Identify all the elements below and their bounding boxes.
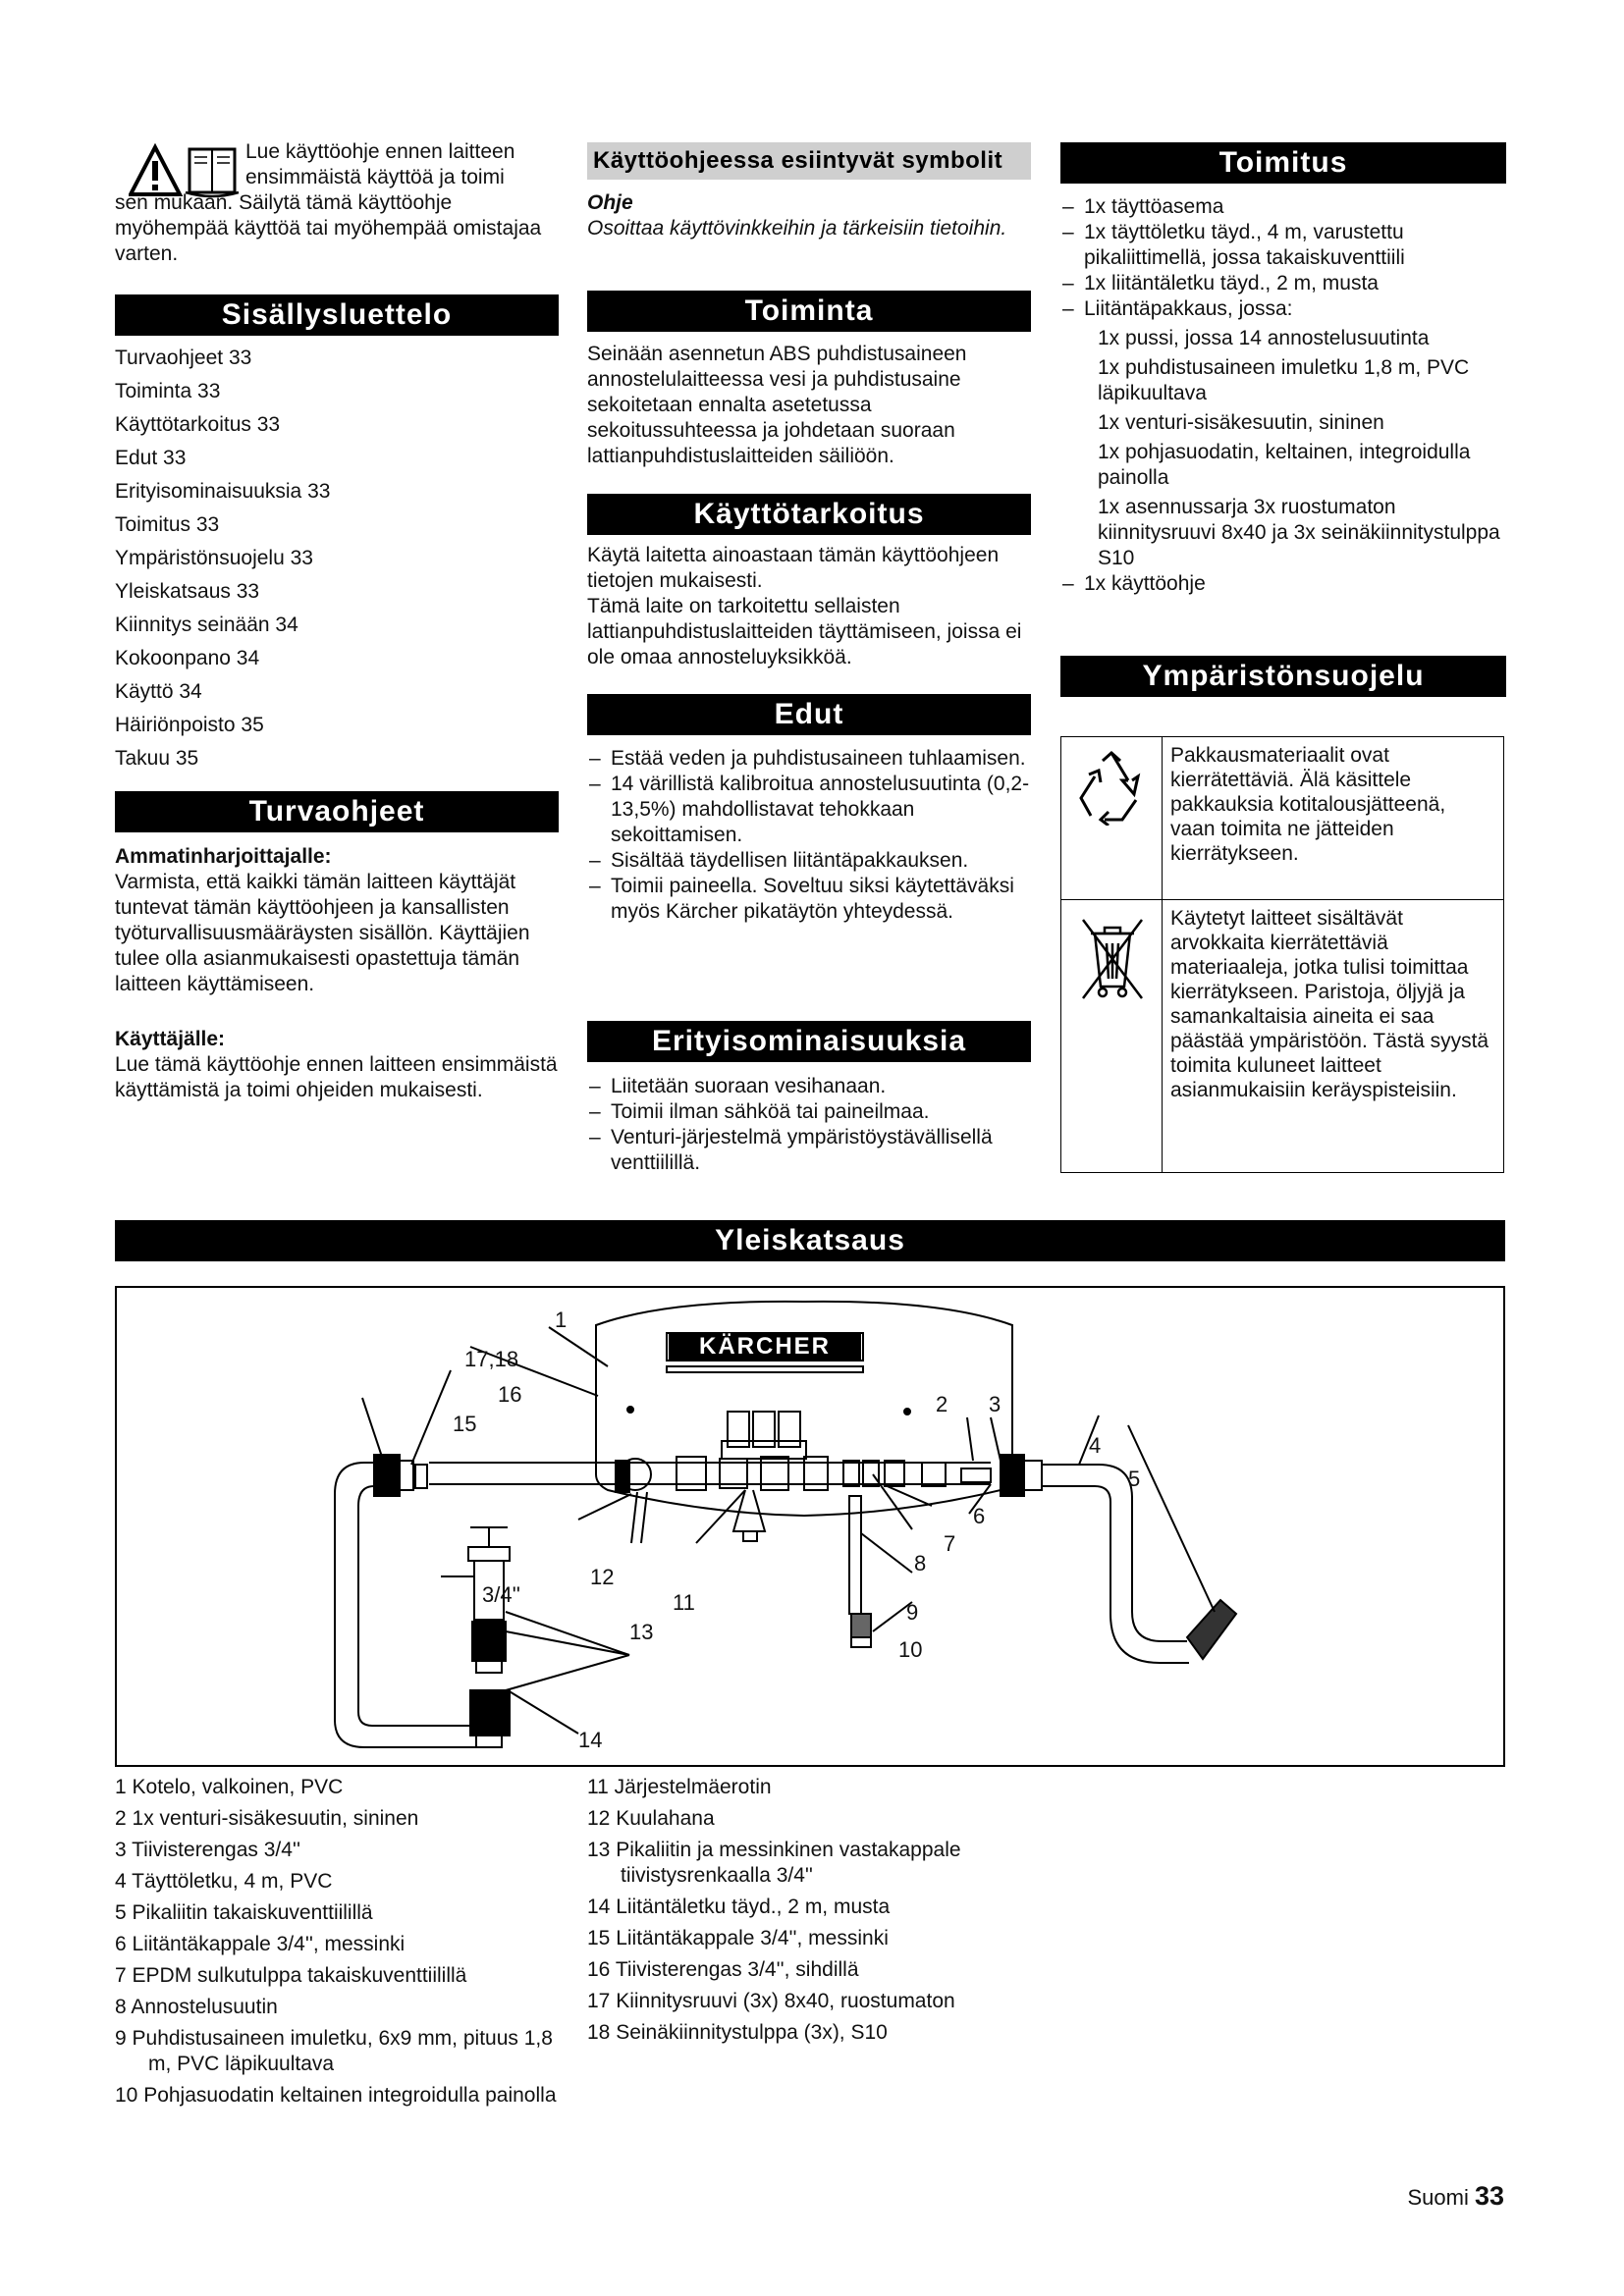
legend-item: 1 Kotelo, valkoinen, PVC	[115, 1776, 344, 1798]
list-item: – 1x täyttöletku täyd., 4 m, varustettu pikaliittimellä, jossa takaiskuventtiili	[1060, 220, 1506, 271]
callout-16: 16	[498, 1382, 522, 1407]
legend-item: 6 Liitäntäkappale 3/4'', messinki	[115, 1933, 406, 1955]
brand-label: KÄRCHER	[669, 1333, 861, 1361]
toc-item[interactable]: Erityisominaisuuksia 33	[115, 480, 331, 503]
list-item: – Liitetään suoraan vesihanaan.	[587, 1074, 1031, 1099]
overview-figure	[115, 1286, 1505, 1767]
delivery-header: Toimitus	[1060, 142, 1506, 184]
toc-item[interactable]: Toiminta 33	[115, 380, 221, 402]
callout-2: 2	[936, 1392, 948, 1416]
size-label: 3/4''	[482, 1582, 520, 1607]
callout-8: 8	[914, 1551, 927, 1575]
legend-item: 5 Pikaliitin takaiskuventtiilillä	[115, 1901, 373, 1924]
delivery-list	[1060, 194, 1506, 322]
intro-line2: ensimmäistä käyttöä ja toimi	[245, 166, 505, 188]
environment-table	[1060, 736, 1504, 1173]
bin-icon-cell	[1061, 900, 1163, 1173]
safety-text1: Varmista, että kaikki tämän laitteen käyttäjät tuntevat tämän käyttöohjeen ja kansallisten työturvallisuusmääräysten sisällön. Käyttäjien tulee olla asianmukaisesti opastettuja tämän laitteen käyttämiseen.	[115, 871, 530, 995]
list-item: – 1x täyttöasema	[1060, 194, 1506, 220]
legend-item: 7 EPDM sulkutulppa takaiskuventtiilillä	[115, 1964, 467, 1987]
toc-item[interactable]: Toimitus 33	[115, 513, 220, 536]
callout-10: 10	[898, 1637, 923, 1662]
function-header: Toiminta	[587, 291, 1031, 332]
toc-header: Sisällysluettelo	[115, 294, 559, 336]
callout-13: 13	[629, 1620, 654, 1644]
callout-3: 3	[989, 1392, 1001, 1416]
toc-item[interactable]: Kiinnitys seinään 34	[115, 614, 298, 636]
legend-item: 15 Liitäntäkappale 3/4'', messinki	[587, 1927, 889, 1949]
list-item: – 1x käyttöohje	[1060, 571, 1506, 597]
environment-text1: Pakkausmateriaalit ovat kierrätettäviä. Älä käsittele pakkauksia kotitalousjätteenä, vaan toimita ne jätteiden kierrätykseen.	[1163, 737, 1504, 900]
callout-15: 15	[453, 1412, 477, 1436]
list-item: – 1x liitäntäletku täyd., 2 m, musta	[1060, 271, 1506, 296]
advantages-list	[587, 746, 1031, 925]
legend-item: 10 Pohjasuodatin keltainen integroidulla painolla	[115, 2084, 557, 2107]
list-item: – Liitäntäpakkaus, jossa:	[1060, 296, 1506, 322]
symbols-sub: Ohje	[587, 191, 633, 214]
delivery-sub-list	[1060, 326, 1506, 571]
overview-header: Yleiskatsaus	[115, 1220, 1505, 1261]
legend-item: 9 Puhdistusaineen imuletku, 6x9 mm, pituus 1,8 m, PVC läpikuultava	[115, 2027, 553, 2075]
legend-item: 17 Kiinnitysruuvi (3x) 8x40, ruostumaton	[587, 1990, 955, 2012]
legend-item: 4 Täyttöletku, 4 m, PVC	[115, 1870, 333, 1893]
purpose-header: Käyttötarkoitus	[587, 494, 1031, 535]
safety-block	[115, 844, 559, 1103]
intro-block	[115, 139, 559, 267]
purpose-block	[587, 543, 1031, 670]
toc-item[interactable]: Kokoonpano 34	[115, 647, 260, 669]
legend-item: 2 1x venturi-sisäkesuutin, sininen	[115, 1807, 419, 1830]
list-item: – Estää veden ja puhdistusaineen tuhlaamisen.	[587, 746, 1031, 772]
delivery-last	[1060, 571, 1506, 597]
toc-item[interactable]: Takuu 35	[115, 747, 199, 770]
symbols-text: Osoittaa käyttövinkkeihin ja tärkeisiin tietoihin.	[587, 217, 1007, 240]
features-header: Erityisominaisuuksia	[587, 1021, 1031, 1062]
advantages-header: Edut	[587, 694, 1031, 735]
safety-header: Turvaohjeet	[115, 791, 559, 832]
list-item: – Sisältää täydellisen liitäntäpakkauksen.	[587, 848, 1031, 874]
crossed-bin-icon	[1077, 914, 1146, 1000]
page-footer	[1407, 2181, 1504, 2212]
toc-item[interactable]: Käyttötarkoitus 33	[115, 413, 281, 436]
list-item: – 14 värillistä kalibroitua annostelusuutinta (0,2-13,5%) mahdollistavat tehokkaan sekoittamisen.	[587, 772, 1031, 848]
recycle-icon	[1077, 751, 1146, 826]
warning-book-icon	[129, 143, 256, 200]
callout-12: 12	[590, 1565, 615, 1589]
callout-5: 5	[1128, 1467, 1141, 1491]
delivery-block	[1060, 194, 1506, 597]
list-item: – Venturi-järjestelmä ympäristöystävällisellä venttiilillä.	[587, 1125, 1031, 1176]
symbols-block	[587, 190, 1031, 241]
legend-item: 18 Seinäkiinnitystulppa (3x), S10	[587, 2021, 888, 2044]
callout-11: 11	[673, 1590, 695, 1615]
list-item: – Toimii ilman sähköä tai paineilmaa.	[587, 1099, 1031, 1125]
safety-sub1: Ammatinharjoittajalle:	[115, 845, 332, 868]
callout-17-18: 17,18	[464, 1347, 519, 1371]
callout-14: 14	[578, 1728, 603, 1752]
legend-item: 13 Pikaliitin ja messinkinen vastakappale tiivistysrenkaalla 3/4''	[587, 1839, 961, 1887]
legend-left	[115, 1775, 559, 2109]
list-item: 1x pohjasuodatin, keltainen, integroidulla painolla	[1098, 441, 1471, 489]
legend-item: 12 Kuulahana	[587, 1807, 715, 1830]
environment-header: Ympäristönsuojelu	[1060, 656, 1506, 697]
intro-line1: Lue käyttöohje ennen laitteen	[245, 140, 515, 163]
toc-item[interactable]: Edut 33	[115, 447, 187, 469]
callout-1: 1	[555, 1308, 568, 1332]
symbols-header: Käyttöohjeessa esiintyvät symbolit	[587, 142, 1031, 180]
list-item: 1x pussi, jossa 14 annostelusuutinta	[1098, 327, 1430, 349]
toc-list	[115, 342, 559, 775]
legend-item: 16 Tiivisterengas 3/4'', sihdillä	[587, 1958, 859, 1981]
features-list	[587, 1074, 1031, 1176]
page-number: 33	[1474, 2181, 1504, 2211]
callout-7: 7	[944, 1531, 956, 1556]
callout-4: 4	[1089, 1433, 1102, 1458]
toc-item[interactable]: Turvaohjeet 33	[115, 347, 252, 369]
callout-6: 6	[973, 1504, 986, 1528]
callout-9: 9	[906, 1600, 919, 1625]
toc-item[interactable]: Häiriönpoisto 35	[115, 714, 264, 736]
list-item: 1x venturi-sisäkesuutin, sininen	[1098, 411, 1384, 434]
function-text: Seinään asennetun ABS puhdistusaineen annostelulaitteessa vesi ja puhdistusaine sekoitetaan ennalta asetetussa sekoitussuhteessa ja johdetaan suoraan lattianpuhdistuslaitteiden säiliöön.	[587, 343, 967, 467]
purpose-text2: Tämä laite on tarkoitettu sellaisten lattianpuhdistuslaitteiden täyttämiseen, joissa ei ole omaa annosteluyksikköä.	[587, 595, 1022, 668]
legend-item: 11 Järjestelmäerotin	[587, 1776, 772, 1798]
legend-right	[587, 1775, 1031, 2046]
intro-text: sen mukaan. Säilytä tämä käyttöohje myöhempää käyttöä tai myöhempää omistajaa varten.	[115, 191, 542, 265]
recycle-icon-cell	[1061, 737, 1163, 900]
legend-item: 8 Annostelusuutin	[115, 1996, 278, 2018]
toc-item[interactable]: Ympäristönsuojelu 33	[115, 547, 313, 569]
legend-item: 14 Liitäntäletku täyd., 2 m, musta	[587, 1896, 891, 1918]
footer-language: Suomi	[1407, 2185, 1469, 2210]
safety-sub2: Käyttäjälle:	[115, 1028, 226, 1050]
list-item: 1x puhdistusaineen imuletku 1,8 m, PVC läpikuultava	[1098, 356, 1470, 404]
environment-text2: Käytetyt laitteet sisältävät arvokkaita kierrätettäviä materiaaleja, jotka tulisi toimittaa kierrätykseen. Paristoja, öljyjä ja samankaltaisia aineita ei saa päästää ympäristöön. Tästä syystä toimita kuluneet laitteet asianmukaisiin keräyspisteisiin.	[1163, 900, 1504, 1173]
list-item: – Toimii paineella. Soveltuu siksi käytettäväksi myös Kärcher pikatäytön yhteydessä.	[587, 874, 1031, 925]
toc-item[interactable]: Käyttö 34	[115, 680, 202, 703]
list-item: 1x asennussarja 3x ruostumaton kiinnitysruuvi 8x40 ja 3x seinäkiinnitystulppa S10	[1098, 496, 1500, 569]
safety-text2: Lue tämä käyttöohje ennen laitteen ensimmäistä käyttämistä ja toimi ohjeiden mukaisesti.	[115, 1053, 558, 1101]
purpose-text1: Käytä laitetta ainoastaan tämän käyttöohjeen tietojen mukaisesti.	[587, 544, 1000, 592]
legend-item: 3 Tiivisterengas 3/4''	[115, 1839, 300, 1861]
toc-item[interactable]: Yleiskatsaus 33	[115, 580, 260, 603]
